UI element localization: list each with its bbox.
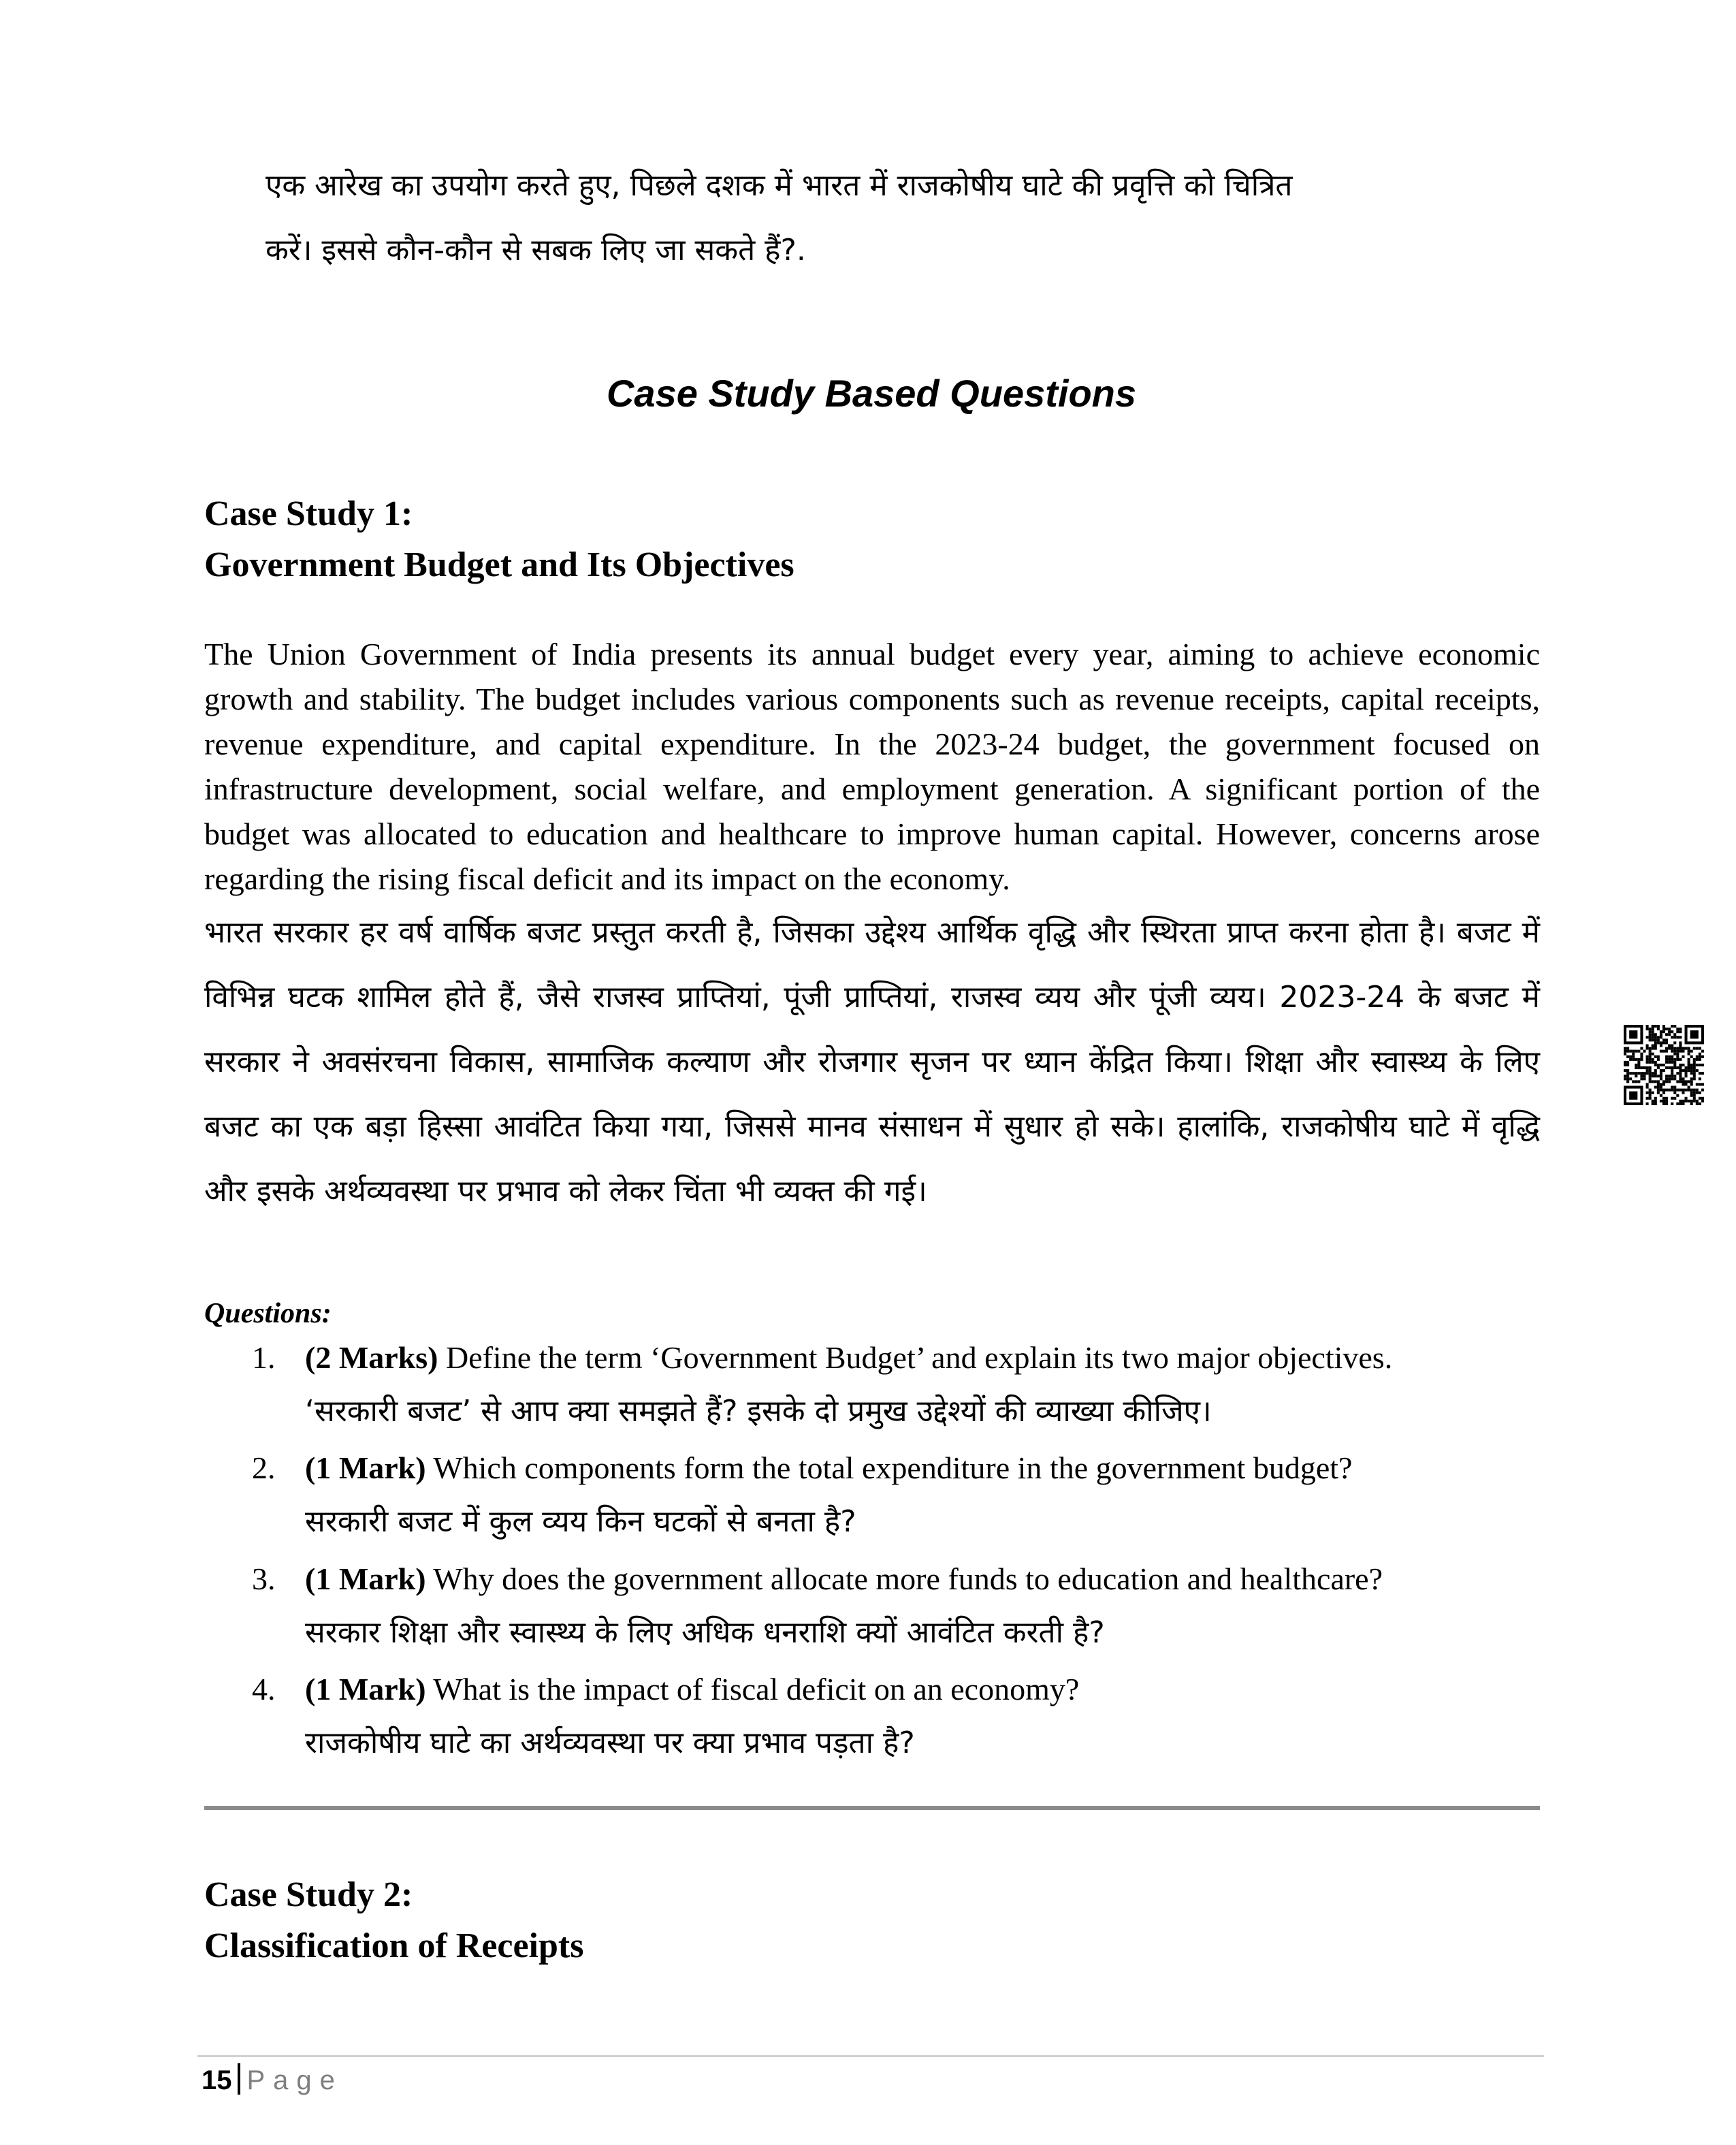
question-text-hindi: राजकोषीय घाटे का अर्थव्यवस्था पर क्या प्रभाव पड़ता है? — [305, 1726, 915, 1760]
page-footer — [202, 2063, 343, 2096]
question-text-hindi: सरकारी बजट में कुल व्यय किन घटकों से बनता है? — [305, 1504, 856, 1539]
page-number: 15 — [202, 2065, 232, 2095]
question-marks: (2 Marks) — [305, 1340, 438, 1375]
questions-label: Questions: — [204, 1298, 332, 1329]
case-study-1-label: Case Study 1: — [204, 494, 413, 533]
footer-separator — [238, 2063, 240, 2095]
intro-question-line-1: एक आरेख का उपयोग करते हुए, पिछले दशक में भारत में राजकोषीय घाटे की प्रवृत्ति को चित्रित — [266, 168, 1293, 203]
question-text-english — [305, 1339, 1392, 1376]
case-study-1-paragraph-english: The Union Government of India presents its annual budget every year, aiming to achieve economic growth and stability. The budget includes various components such as revenue receipts, capital receipts, revenue expenditure, and capital expenditure. In the 2023-24 budget, the government focused on infrastructure development, social welfare, and employment generation. A significant portion of the budget was allocated to education and healthcare to improve human capital. However, concerns arose regarding the rising fiscal deficit and its impact on the economy. — [204, 637, 1540, 896]
question-number: 2. — [252, 1450, 276, 1485]
page-label: Page — [246, 2065, 343, 2095]
question-number: 1. — [252, 1340, 276, 1375]
section-divider — [204, 1806, 1540, 1810]
case-study-2-label: Case Study 2: — [204, 1875, 413, 1914]
question-text-hindi: सरकार शिक्षा और स्वास्थ्य के लिए अधिक धनराशि क्यों आवंटित करती है? — [305, 1615, 1105, 1650]
question-text-english — [305, 1671, 1079, 1707]
question-text-hindi: ‘सरकारी बजट’ से आप क्या समझते हैं? इसके दो प्रमुख उद्देश्यों की व्याख्या कीजिए। — [305, 1394, 1212, 1429]
question-marks: (1 Mark) — [305, 1561, 426, 1596]
case-study-1-title: Government Budget and Its Objectives — [204, 545, 794, 584]
question-number: 3. — [252, 1561, 276, 1596]
case-study-2-title: Classification of Receipts — [204, 1926, 584, 1965]
intro-question-line-2: करें। इससे कौन-कौन से सबक लिए जा सकते हैं?. — [266, 233, 806, 268]
qr-code-icon[interactable] — [1624, 1025, 1704, 1105]
question-text: Why does the government allocate more funds to education and healthcare? — [425, 1561, 1383, 1596]
question-text: Which components form the total expenditure in the government budget? — [425, 1450, 1353, 1485]
footer-divider — [197, 2055, 1544, 2057]
question-marks: (1 Mark) — [305, 1672, 426, 1706]
question-text-english — [305, 1450, 1352, 1486]
case-study-1-paragraph-hindi: भारत सरकार हर वर्ष वार्षिक बजट प्रस्तुत करती है, जिसका उद्देश्य आर्थिक वृद्धि और स्थिरता प्राप्त करना होता है। बजट में विभिन्न घटक शामिल होते हैं, जैसे राजस्व प्राप्तियां, पूंजी प्राप्तियां, राजस्व व्यय और पूंजी व्यय। 2023-24 के बजट में सरकार ने अवसंरचना विकास, सामाजिक कल्याण और रोजगार सृजन पर ध्यान केंद्रित किया। शिक्षा और स्वास्थ्य के लिए बजट का एक बड़ा हिस्सा आवंटित किया गया, जिससे मानव संसाधन में सुधार हो सके। हालांकि, राजकोषीय घाटे में वृद्धि और इसके अर्थव्यवस्था पर प्रभाव को लेकर चिंता भी व्यक्त की गई। — [204, 915, 1540, 1209]
question-text: Define the term ‘Government Budget’ and explain its two major objectives. — [438, 1340, 1393, 1375]
question-number: 4. — [252, 1672, 276, 1706]
question-marks: (1 Mark) — [305, 1450, 426, 1485]
question-text: What is the impact of fiscal deficit on an economy? — [425, 1672, 1080, 1706]
question-text-english — [305, 1561, 1383, 1597]
section-heading: Case Study Based Questions — [606, 372, 1136, 415]
